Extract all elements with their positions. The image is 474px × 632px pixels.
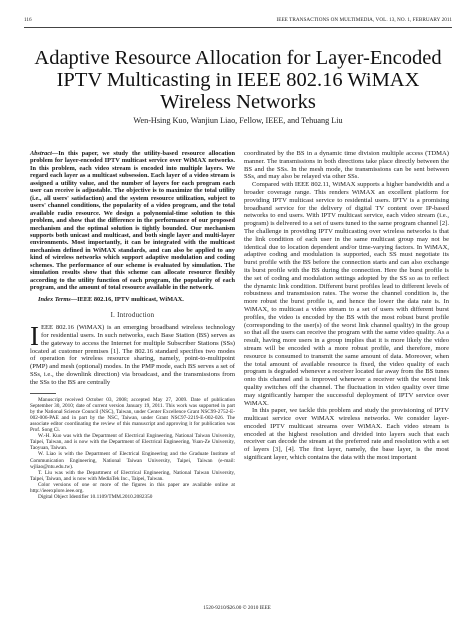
page-number: 116 (24, 17, 32, 23)
footnote-color-versions: Color versions of one or more of the figures in this paper are available online at http://ieeexplore.ieee.org. (30, 481, 235, 494)
running-header (24, 17, 452, 25)
intro-text: EEE 802.16 (WiMAX) is an emerging broadband wireless technology for residential users. In such networks, each Base Station (BS) serves as the gateway to access the Internet for multiple Subscriber Stations (SSs) located at customer premises [1]. The 802.16 standard specifies two modes of operation for wireless resource sharing, namely, point-to-multipoint (PMP) and mesh (optional) modes. In the PMP mode, each BS serves a set of SSs, i.e., the downlink direction) via broadcast, and the transmissions from the SSs to the BS are centrally (30, 324, 235, 386)
left-column (30, 150, 235, 500)
body-paragraph-3: In this paper, we tackle this problem and study the provisioning of IPTV multicast service over WiMAX wireless networks. We consider layer-encoded IPTV multicast streams over WiMAX. Each video stream is encoded at the highest resolution and divided into layers such that each receiver can decode the stream at the preferred rate and resolution with a set of layers [3], [4]. The first layer, namely, the base layer, is the most significant layer, which contains the data with the most important (244, 407, 449, 462)
footnote-author-kuo: W.-H. Kuo was with the Department of Electrical Engineering, National Taiwan University, Taipei, Taiwan, and is now with the Department of Electrical Engineering, Yuan-Ze University, Taoyuan, Taiwan. (30, 433, 235, 452)
index-terms-label: Index Terms (38, 295, 71, 303)
abstract (30, 150, 235, 292)
paper-title (24, 47, 452, 113)
drop-cap: I (30, 321, 39, 352)
title-line-1: Adaptive Resource Allocation for Layer-Encoded (34, 47, 442, 69)
section-heading-introduction: I. Introduction (110, 312, 155, 320)
abstract-text: —In this paper, we study the utility-based resource allocation problem for layer-encoded IPTV multicast service over WiMAX networks. In this problem, each video stream is encoded into multiple layers. We regard each layer as a multicast subsession. Each layer of a video stream is assigned a utility value, and the number of layers for each program each user can receive is adjustable. The objective is to maximize the total utility (i.e., all users' satisfaction) and the system resource utilization, subject to users' channel conditions, the popularity of a video program, and the total available radio resource. We design a polynomial-time solution to this problem, and show that the difference in the performance of our proposed mechanism and the optimal solution is tightly bounded. Our mechanism supports both unicast and multicast, and both single layer and multi-layer environments. Most importantly, it can be integrated with the multicast mechanism defined in WiMAX standards, and can also be applied to any kind of wireless networks which support adaptive modulation and coding schemes. The performance of our scheme is evaluated by simulation. The simulation results show that this scheme can allocate resource flexibly according to the utility function of each program, the popularity of each program, and the amount of total resource available in the network. (30, 150, 235, 292)
header-rule (24, 27, 452, 28)
title-line-2: IPTV Multicasting in IEEE 802.16 WiMAX (56, 69, 420, 91)
footnote-rule (30, 393, 56, 394)
page-footer-copyright: 1520-9210/$26.00 © 2010 IEEE (203, 605, 271, 611)
footnote-author-liu: T. Liu was with the Department of Electrical Engineering, National Taiwan University, Taipei, Taiwan, and is now with MediaTek Inc., Taipei, Taiwan. (30, 469, 235, 482)
body-paragraph-2: Compared with IEEE 802.11, WiMAX supports a higher bandwidth and a broader coverage range. This renders WiMAX an excellent platform for providing IPTV multicast service to residential users. IPTV is a promising broadband service for the delivery of digital TV content over IP-based networks to end users. With IPTV multicast service, each video stream (i.e., program) is delivered to a set of users tuned to the same program channel [2]. The challenge in providing IPTV multicasting over wireless networks is that the link condition of each user in the same multicast group may not be identical due to location dependent and/or time-varying factors. In WiMAX, adaptive coding and modulation is supported, each SS must negotiate its burst profile with the BS before the connection starts and can also exchange its burst profile with the BS during the connection. Here the burst profile is the set of coding and modulation settings adopted by the SS so as to reflect the dynamic link condition. Different burst profiles lead to different levels of robustness and transmission rates. The worse the channel condition is, the more robust the burst profile is, and hence the lower the data rate is. In WiMAX, to multicast a video stream to a set of users with different burst profiles, the video is encoded by the BS with the most robust burst profile (corresponding to the user(s) of the worst link channel quality) in the group so that all the users can receive the program with the same video quality. As a result, having more users in a group implies that it is more likely the video stream will be encoded with a more robust profile, and therefore, more resource is consumed to transmit the same amount of data. Moreover, when the total amount of available resource is fixed, the video quality of each program is degraded whenever a receiver located far away from the BS tunes onto this channel and is improved whenever a receiver with the worst link quality switches off the channel. The fluctuation in video quality over time may significantly hamper the successful deployment of IPTV service over WiMAX. (244, 181, 449, 407)
abstract-label: Abstract (30, 150, 52, 157)
author-list: Wen-Hsing Kuo, Wanjiun Liao, Fellow, IEEE, and Tehuang Liu (133, 116, 343, 125)
footnote-author-liao: W. Liao is with the Department of Electrical Engineering and the Graduate Institute of Communication Engineering, National Taiwan University, Taipei, Taiwan (e-mail: wjliao@ntu.edu.tw). (30, 451, 235, 470)
intro-paragraph (30, 321, 235, 386)
body-paragraph-1: coordinated by the BS in a dynamic time division multiple access (TDMA) manner. The transmissions in both directions take place directly between the BS and the SSs. In the mesh mode, the transmissions can be sent between SSs, and may also be relayed via other SSs. (244, 150, 449, 181)
footnotes (30, 397, 235, 501)
journal-citation: IEEE TRANSACTIONS ON MULTIMEDIA, VOL. 13, NO. 1, FEBRUARY 2011 (276, 17, 452, 23)
index-terms (30, 296, 235, 304)
footnote-manuscript: Manuscript received October 03, 2008; accepted May 27, 2009. Date of publication September 30, 2010; date of current version January 19, 2011. This work was supported in part by the National Science Council (NSC), Taiwan, under Center Excellence Grant NSC99-2752-E-002-006-PAE and in part by the NSC, Taiwan, under Grant NSC97-2219-E-002-026. The associate editor coordinating the review of this manuscript and approving it for publication was Prof. Song Ci. (30, 396, 235, 434)
right-column (244, 150, 449, 462)
index-terms-text: —IEEE 802.16, IPTV multicast, WiMAX. (70, 295, 184, 303)
title-line-3: Wireless Networks (160, 91, 316, 113)
footnote-doi: Digital Object Identifier 10.1109/TMM.2010.2082350 (38, 494, 153, 501)
